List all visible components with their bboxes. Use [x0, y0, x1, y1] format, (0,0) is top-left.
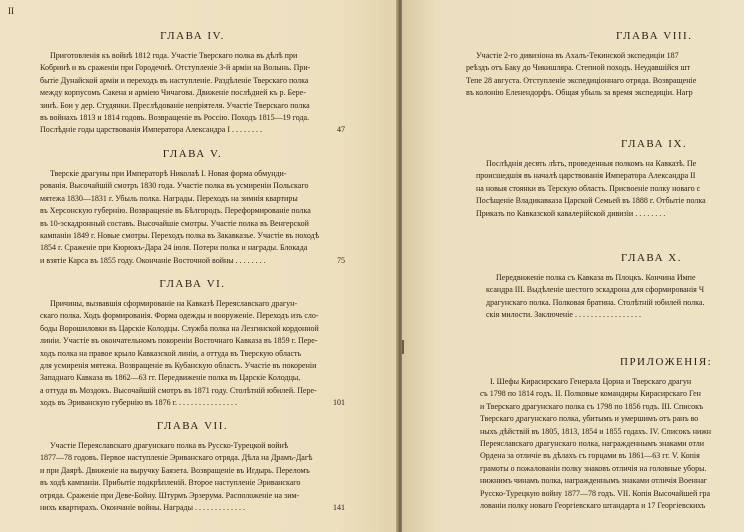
- summary-line-text: ходъ въ Эриванскую губернію въ 1876 г. . . . . . . . . . . . . . . .: [40, 398, 238, 408]
- summary-line: нижнимъ чинамъ полка, награжденнымъ знаками отличія Военнаг: [480, 476, 708, 486]
- chapter-heading: ГЛАВА VI.: [159, 278, 226, 290]
- summary-line: а оттуда въ Моздокъ. Высочайшій смотръ въ 1871 году. Столѣтній юбилей. Пере-: [40, 385, 317, 395]
- chapter-summary: [40, 298, 345, 410]
- summary-line: зинѣ. Бои у дер. Студянки. Преслѣдованіе непріятеля. Участіе Тверскаго полка: [40, 100, 310, 110]
- chapter-heading: ГЛАВА X.: [621, 252, 682, 264]
- chapter-heading: ГЛАВА V.: [162, 148, 223, 160]
- chapter-7: [40, 420, 345, 514]
- summary-line: кампаніи 1849 г. Новые смотры. Переходъ полка въ Закавказье. Участіе въ походѣ: [40, 231, 320, 241]
- summary-line: Послѣднія десять лѣтъ, проведенныя полкомъ на Кавказѣ. Пе: [486, 159, 697, 168]
- chapter-summary: [476, 158, 744, 220]
- chapter-heading: ГЛАВА VIII.: [616, 30, 693, 42]
- summary-line: ныхъ дѣйствій въ 1805, 1813, 1854 и 1855 годахъ. IV. Списокъ нижн: [480, 426, 712, 436]
- summary-line: Передвиженіе полка съ Кавказа въ Плоцкъ. Кончина Импе: [496, 273, 696, 282]
- summary-line-text: Послѣдніе годы царствованія Императора Александра I . . . . . . . .: [40, 125, 263, 135]
- chapter-summary: [466, 50, 744, 100]
- summary-line: линіи. Участіе въ окончательномъ покореніи Восточнаго Кавказа въ 1859 г. Пере-: [40, 336, 318, 346]
- page-ref: 101: [333, 398, 345, 408]
- summary-line: реѣздъ отъ Баку до Чикишляра. Степной походъ. Неудавшійся шт: [466, 63, 691, 73]
- summary-line: Ордена за отличіе въ дѣлахъ съ горцами въ 1861—63 гг. V. Копія: [480, 451, 700, 461]
- summary-line-last: [40, 255, 345, 267]
- page-ref: 141: [333, 503, 345, 513]
- summary-line: скія милости. Заключеніе . . . . . . . . . . . . . . . . .: [486, 310, 641, 320]
- chapter-9: [476, 138, 744, 220]
- summary-line: и при Даярѣ. Движеніе на выручку Баязета. Возвращеніе въ Игдырь. Переломъ: [40, 465, 310, 475]
- summary-line: въ Херсонскую губернію. Возвращеніе въ Бѣлгородъ. Переформированіе полка: [40, 206, 311, 216]
- summary-line: Тепе 28 августа. Отступленіе экспедиціоннаго отряда. Возвращеніе: [466, 75, 697, 85]
- appendices: [480, 356, 744, 512]
- summary-line: лованіи полку новаго Георгіевскаго штандарта и 17 Георгіевскихъ: [480, 501, 706, 511]
- ink-mark: [402, 340, 404, 354]
- summary-line: Переяславскаго драгунскаго полка, награжденнымъ знаками отли: [480, 439, 705, 449]
- summary-line: ксандра III. Выдѣленіе шестого эскадрона для сформированія Ч: [486, 285, 705, 295]
- summary-line: 1877—78 годовъ. Первое наступленіе Эриванскаго отряда. Дѣла на Драмъ-Дагѣ: [40, 453, 313, 463]
- summary-line: ходъ полка на правое крыло Кавказской линіи, а оттуда въ Тверскую область: [40, 348, 302, 358]
- summary-line: отряда. Сраженіе при Деве-Бойну. Штурмъ Эрзерума. Расположеніе на зим-: [40, 490, 300, 500]
- summary-line: Тверскаго драгунскаго полка, убитымъ и умершимъ отъ ранъ во: [480, 414, 699, 424]
- summary-line: Посѣщеніе Владикавказа Царской Семьей въ 1888 г. Отбытіе полка: [476, 196, 706, 206]
- summary-line-last: [40, 124, 345, 136]
- summary-line-last: [40, 397, 345, 409]
- summary-line: на новыя стоянки въ Терскую область. Присвоеніе полку новаго с: [476, 183, 701, 193]
- summary-line: 1854 г. Сраженіе при Кюрюкъ-Дара 24 іюля. Потери полка и награды. Блокада: [40, 243, 308, 253]
- summary-line: въ 10-эскадронный составъ. Высочайшіе смотры. Участіе полка въ Венгерской: [40, 218, 309, 228]
- summary-line: мятежа 1830—1831 г. Убыль полка. Награды. Переходъ на зимнія квартиры: [40, 193, 298, 203]
- chapter-4: [40, 30, 345, 137]
- summary-line: боды Ворошиловки въ Царскіе Колодцы. Служба полка на Лезгинской кордонной: [40, 323, 319, 333]
- chapter-heading: ГЛАВА IX.: [621, 138, 688, 150]
- chapter-summary: [40, 168, 345, 267]
- summary-line: Кобринѣ и въ сраженіи при Городечнѣ. Отступленіе 3-й арміи на Волынь. При-: [40, 63, 311, 73]
- chapter-summary: [486, 272, 744, 322]
- summary-line: между корпусомъ Сакена и арміею Чичагова. Движеніе послѣдней къ р. Бере-: [40, 88, 306, 98]
- summary-line-last: [40, 502, 345, 514]
- chapter-summary: [40, 50, 345, 137]
- summary-line: въ войнахъ 1813 и 1814 годовъ. Возвращеніе въ Россію. Походъ 1815—19 года.: [40, 113, 310, 123]
- summary-line: происшедшія въ началѣ царствованія Императора Александра II: [476, 171, 696, 181]
- summary-line: грамоты о пожалованіи полку знаковъ отличія на головные уборы.: [480, 463, 707, 473]
- summary-line: и Тверскаго драгунскаго полка съ 1798 по 1856 годъ. III. Списокъ: [480, 401, 704, 411]
- page-number: II: [8, 6, 14, 16]
- summary-line-text: нихъ квартирахъ. Окончаніе войны. Награды . . . . . . . . . . . . .: [40, 503, 245, 513]
- chapter-8: [466, 30, 744, 100]
- summary-line: Русско-Турецкую войну 1877—78 годъ. VII. Копія Высочайшей гра: [480, 488, 711, 498]
- summary-line: скаго полка. Ходъ формированія. Форма одежды и вооруженіе. Переходъ изъ сло-: [40, 311, 319, 321]
- chapter-heading: ГЛАВА VII.: [156, 420, 229, 432]
- summary-line: рованія. Высочайшій смотръ 1830 года. Участіе полка въ усмиреніи Польскаго: [40, 181, 309, 191]
- summary-line: Приготовленія къ войнѣ 1812 года. Участіе Тверскаго полка въ дѣлѣ при: [50, 51, 298, 60]
- right-page: [402, 0, 744, 532]
- chapter-10: [486, 252, 744, 322]
- chapter-5: [40, 148, 345, 267]
- chapter-heading: ГЛАВА IV.: [160, 30, 225, 42]
- appendices-heading: ПРИЛОЖЕНІЯ:: [620, 356, 713, 368]
- summary-line: драгунскаго полка. Полковая братина. Столѣтній юбилей полка.: [486, 297, 705, 307]
- summary-line: въ ходѣ кампаніи. Прибытіе подкрѣпленій. Второе наступленіе Эриванскаго: [40, 478, 301, 488]
- summary-line: Тверскіе драгуны при Императорѣ Николаѣ I. Новая форма обмунди-: [50, 169, 287, 178]
- summary-line: для усмиренія мятежа. Возвращеніе въ Кубанскую область. Участіе въ покореніи: [40, 361, 317, 371]
- summary-line: съ 1798 по 1814 годъ. II. Полковые командиры Кирасирскаго Ген: [480, 389, 701, 399]
- summary-line: бытіе Дунайской арміи и переходъ въ наступленіе. Раздѣленіе Тверскаго полка: [40, 75, 309, 85]
- appendices-list: [480, 376, 744, 512]
- summary-line: Участіе 2-го дивизіона въ Ахалъ-Текинской экспедиціи 187: [476, 51, 679, 60]
- summary-line: Участіе Переяславскаго драгунскаго полка въ Русско-Турецкой войнѣ: [50, 441, 289, 450]
- page-ref: 75: [337, 255, 345, 265]
- summary-line: Западнаго Кавказа въ 1862—63 гг. Передвиженіе полка въ Царскіе Колодцы,: [40, 373, 301, 383]
- summary-line: Причины, вызвавшія сформированіе на Кавказѣ Переяславскаго драгун-: [50, 299, 298, 308]
- summary-line: въ колонію Еленендорфъ. Общая убыль за время экспедиціи. Нагр: [466, 88, 693, 98]
- chapter-6: [40, 278, 345, 410]
- summary-line: I. Шефы Кирасирскаго Генерала Цорна и Тверскаго драгун: [490, 377, 692, 386]
- chapter-summary: [40, 440, 345, 514]
- summary-line: Приказъ по Кавказской кавалерійской дивизіи . . . . . . . .: [476, 208, 666, 218]
- page-ref: 47: [337, 125, 345, 135]
- summary-line-text: и взятіе Карса въ 1855 году. Окончаніе Восточной войны . . . . . . . .: [40, 255, 266, 265]
